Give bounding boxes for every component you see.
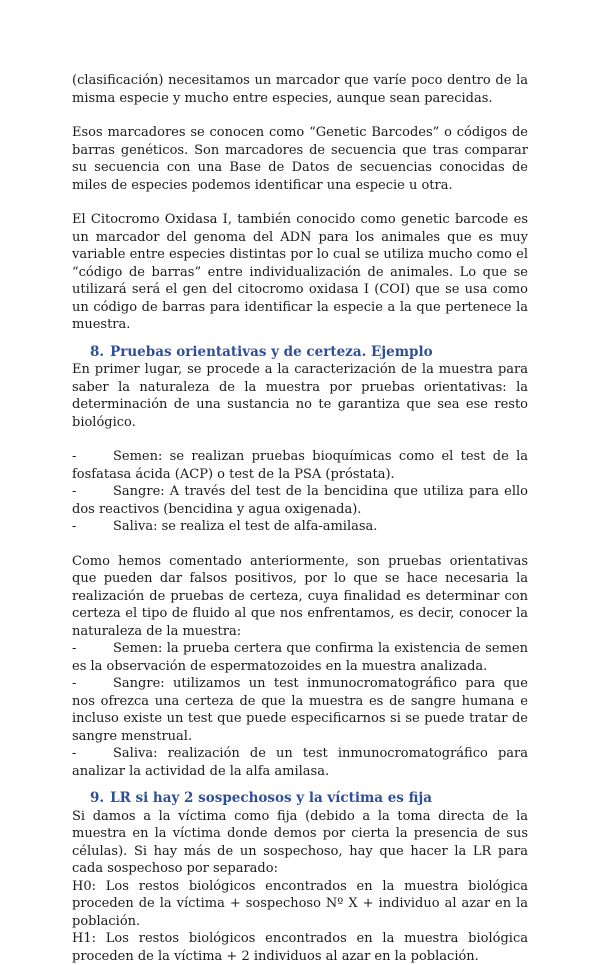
list-dash: - [72,746,77,761]
list-item-text: Semen: la prueba certera que confirma la existencia de semen es la observación de espermatozoides en la muestra analizada. [72,641,528,674]
section-9-intro: Si damos a la víctima como fija (debido a la toma directa de la muestra en la víctima donde demos por cierta la presencia de sus células). Si hay más de un sospechoso, hay que hacer la LR para cada sospechoso por separado: [72,808,528,876]
section-9-heading [72,790,528,808]
hypothesis-h0: H0: Los restos biológicos encontrados en la muestra biológica proceden de la víctima + sospechoso Nº X + individuo al azar en la población. [72,878,528,929]
list-dash: - [72,484,77,499]
list-item-text: Sangre: A través del test de la bencidina que utiliza para ello dos reactivos (bencidina y agua oxigenada). [72,484,528,517]
list-item-text: Semen: se realizan pruebas bioquímicas como el test de la fosfatasa ácida (ACP) o test de la PSA (próstata). [72,449,528,482]
paragraph-classification: (clasificación) necesitamos un marcador que varíe poco dentro de la misma especie y mucho entre especies, aunque sean parecidas. [72,73,528,106]
orientative-tests-list [72,448,528,536]
paragraph-genetic-barcodes: Esos marcadores se conocen como “Genetic Barcodes” o códigos de barras genéticos. Son marcadores de secuencia que tras comparar su secuencia con una Base de Datos de secuencias conocidas de miles de especies podemos identificar una especie u otra. [72,125,528,193]
section-8-intro: En primer lugar, se procede a la caracterización de la muestra para saber la naturaleza de la muestra por pruebas orientativas: la determinación de una sustancia no te garantiza que sea ese resto biológico. [72,362,528,430]
section-8-number: 8. [90,343,105,360]
list-item [72,448,528,483]
paragraph-cytochrome-oxidase: El Citocromo Oxidasa I, también conocido como genetic barcode es un marcador del genoma del ADN para los animales que es muy variable entre especies distintas por lo cual se utiliza mucho como el “código de barras” entre individualización de animales. Lo que se utilizará será el gen del citocromo oxidasa I (COI) que se usa como un código de barras para identificar la especie a la que pertenece la muestra. [72,212,528,332]
section-8-title: Pruebas orientativas y de certeza. Ejemplo [110,343,433,360]
list-item-text: Saliva: realización de un test inmunocromatográfico para analizar la actividad de la alfa amilasa. [72,746,528,779]
list-item [72,675,528,745]
list-item [72,640,528,675]
document-page [72,72,528,965]
section-9-number: 9. [90,790,105,806]
hypothesis-h1: H1: Los restos biológicos encontrados en la muestra biológica proceden de la víctima + 2 individuos al azar en la población. [72,931,528,964]
list-item [72,483,528,518]
list-dash: - [72,519,77,534]
list-item-text: Sangre: utilizamos un test inmunocromatográfico para que nos ofrezca una certeza de que la muestra es de sangre humana e incluso existe un test que puede especificarnos si se puede tratar de sangre menstrual. [72,676,528,744]
section-8-heading [72,344,528,362]
section-9-title: LR si hay 2 sospechosos y la víctima es fija [110,790,433,806]
section-8-certainty-paragraph: Como hemos comentado anteriormente, son pruebas orientativas que pueden dar falsos positivos, por lo que se hace necesaria la realización de pruebas de certeza, cuya finalidad es determinar con certeza el tipo de fluido al que nos enfrentamos, es decir, conocer la naturaleza de la muestra: [72,553,528,639]
list-item-text: Saliva: se realiza el test de alfa-amilasa. [113,519,378,534]
list-item [72,518,528,536]
list-dash: - [72,449,77,464]
certainty-tests-list [72,640,528,780]
list-item [72,745,528,780]
list-dash: - [72,641,77,656]
list-dash: - [72,676,77,691]
